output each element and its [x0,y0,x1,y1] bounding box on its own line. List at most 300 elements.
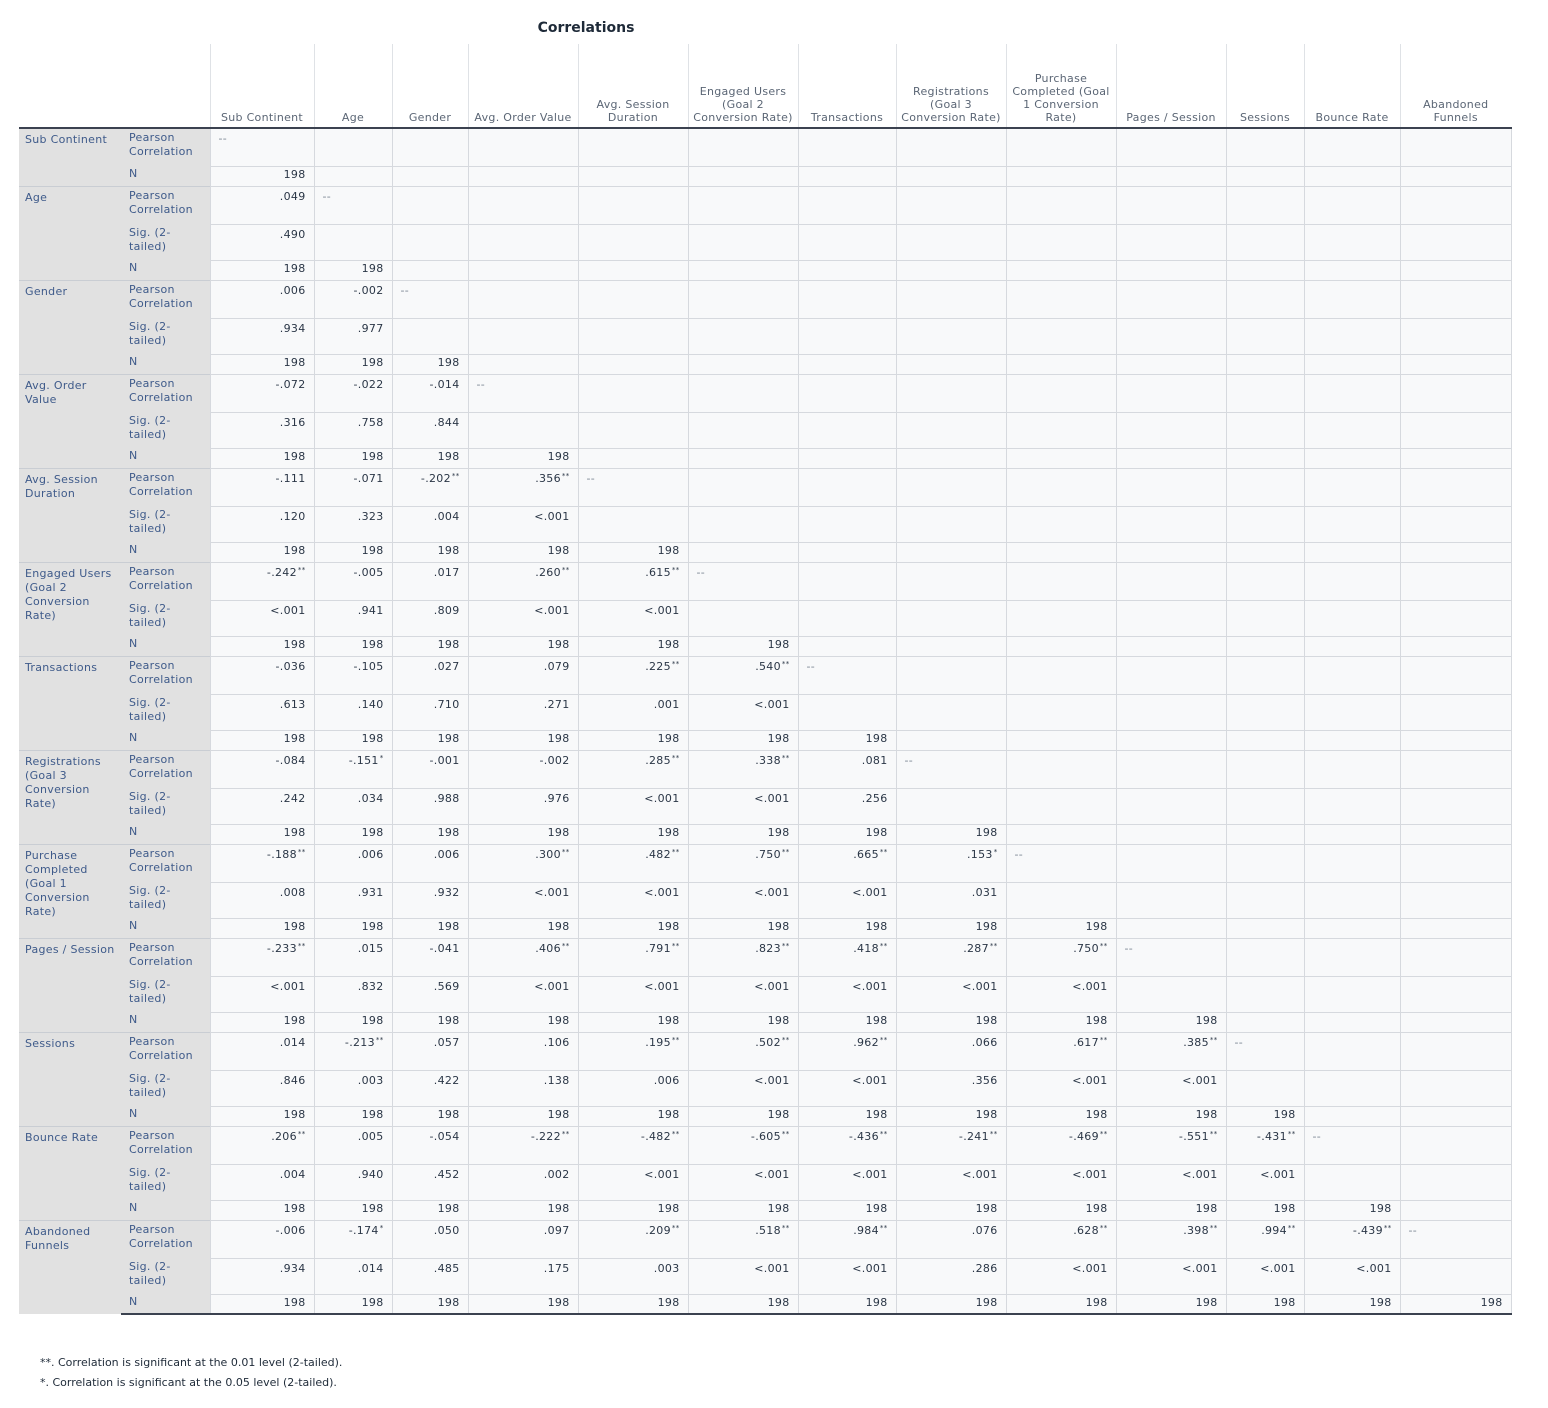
table-cell [1304,694,1400,730]
table-cell [1226,1012,1304,1032]
cell-value: .406** [535,941,570,955]
table-cell [468,1126,578,1164]
cell-value: <.001 [1072,1167,1108,1181]
table-cell [1006,1258,1116,1294]
table-cell [1226,882,1304,918]
cell-value: 198 [361,825,384,839]
table-cell [1116,1164,1226,1200]
row-variable-label: Sub Continent [19,128,121,186]
table-cell [1006,656,1116,694]
table-cell [578,656,688,694]
table-cell [314,694,392,730]
table-row [19,1012,1511,1032]
table-cell [314,1032,392,1070]
cell-value: -.036 [275,659,306,673]
table-cell [392,1070,468,1106]
table-cell [1226,318,1304,354]
cell-value: .665** [853,847,888,861]
table-cell [468,448,578,468]
table-cell [896,1070,1006,1106]
table-cell [1304,374,1400,412]
table-cell [210,882,314,918]
table-cell [1006,938,1116,976]
table-cell [210,636,314,656]
table-cell [896,1164,1006,1200]
cell-value: .006 [433,847,460,861]
cell-value: 198 [283,1201,306,1215]
table-cell [688,976,798,1012]
table-cell [392,882,468,918]
table-cell [468,506,578,542]
cell-value: -.605** [750,1129,790,1143]
table-cell [314,224,392,260]
cell-value: <.001 [852,979,888,993]
cell-value: .081 [861,753,888,767]
table-cell [896,882,1006,918]
cell-value: .490 [279,227,306,241]
stat-label: Pearson Correlation [121,1032,210,1070]
table-cell [1006,166,1116,186]
table-cell [1400,1220,1511,1258]
cell-value: -- [322,189,332,203]
table-cell [1116,918,1226,938]
table-cell [1226,1258,1304,1294]
table-cell [688,374,798,412]
table-cell [392,656,468,694]
significance-marker: * [379,1223,384,1232]
table-cell [468,918,578,938]
significance-marker: ** [1209,1035,1218,1044]
table-cell [1400,224,1511,260]
stat-label: Pearson Correlation [121,186,210,224]
table-cell [1304,1200,1400,1220]
cell-value: 198 [767,825,790,839]
significance-marker: ** [671,753,680,762]
table-cell [688,882,798,918]
cell-value: .750** [755,847,790,861]
table-row [19,542,1511,562]
cell-value: <.001 [1182,1167,1218,1181]
stat-label: Sig. (2-tailed) [121,788,210,824]
table-cell [578,374,688,412]
table-cell [798,1164,896,1200]
table-cell [896,1258,1006,1294]
cell-value: 198 [437,449,460,463]
table-cell [1400,166,1511,186]
table-cell [798,224,896,260]
table-cell [1304,562,1400,600]
cell-value: 198 [657,1107,680,1121]
table-cell [392,280,468,318]
table-cell [798,1012,896,1032]
table-cell [468,128,578,166]
significance-marker: ** [781,1129,790,1138]
table-row [19,730,1511,750]
table-cell [468,412,578,448]
table-row [19,412,1511,448]
table-cell [1400,1258,1511,1294]
table-cell [1400,1200,1511,1220]
cell-value: 198 [975,1107,998,1121]
table-cell [1006,506,1116,542]
table-cell [798,1032,896,1070]
table-cell [798,128,896,166]
significance-marker: ** [671,1223,680,1232]
table-cell [314,1200,392,1220]
table-cell [578,542,688,562]
table-cell [578,562,688,600]
significance-marker: ** [1287,1129,1296,1138]
table-cell [1304,280,1400,318]
table-cell [468,542,578,562]
footnotes [40,1353,342,1393]
cell-value: .120 [279,509,306,523]
table-cell [392,412,468,448]
cell-value: 198 [1195,1013,1218,1027]
cell-value: .153* [966,847,998,861]
cell-value: 198 [437,1107,460,1121]
table-cell [688,824,798,844]
table-cell [578,1012,688,1032]
significance-marker: ** [671,565,680,574]
column-header: Bounce Rate [1304,44,1400,128]
table-cell [1304,750,1400,788]
stat-label: N [121,542,210,562]
table-cell [392,1220,468,1258]
table-cell [1400,882,1511,918]
table-cell [1304,656,1400,694]
table-cell [896,354,1006,374]
cell-value: 198 [283,449,306,463]
cell-value: .710 [433,697,460,711]
table-cell [1116,1106,1226,1126]
table-cell [468,1164,578,1200]
cell-value: .482** [645,847,680,861]
table-cell [688,844,798,882]
cell-value: .001 [653,697,680,711]
table-cell [688,260,798,280]
table-cell [314,1258,392,1294]
table-cell [798,542,896,562]
significance-marker: ** [451,471,460,480]
table-cell [578,1220,688,1258]
table-cell [688,600,798,636]
table-cell [1400,562,1511,600]
table-cell [1304,730,1400,750]
cell-value: 198 [975,1013,998,1027]
cell-value: .260** [535,565,570,579]
table-cell [1226,730,1304,750]
table-row [19,844,1511,882]
significance-marker: ** [879,1223,888,1232]
significance-marker: ** [781,753,790,762]
row-variable-label: Avg. Session Duration [19,468,121,562]
table-cell [1226,694,1304,730]
table-row [19,1294,1511,1314]
cell-value: <.001 [852,1261,888,1275]
table-cell [392,1012,468,1032]
table-cell [798,938,896,976]
table-cell [688,918,798,938]
table-cell [1006,976,1116,1012]
table-cell [1226,186,1304,224]
stat-label: Pearson Correlation [121,128,210,166]
table-cell [314,882,392,918]
table-cell [1304,354,1400,374]
column-header: Purchase Completed (Goal 1 Conversion Rate) [1006,44,1116,128]
table-cell [210,1032,314,1070]
column-header: Avg. Session Duration [578,44,688,128]
cell-value: .485 [433,1261,460,1275]
cell-value: 198 [361,261,384,275]
table-cell [210,318,314,354]
cell-value: 198 [547,1107,570,1121]
table-cell [468,1012,578,1032]
table-cell [314,374,392,412]
significance-marker: ** [989,1129,998,1138]
table-row [19,506,1511,542]
table-cell [1304,412,1400,448]
cell-value: .079 [543,659,570,673]
table-cell [896,128,1006,166]
cell-value: <.001 [534,979,570,993]
cell-value: -.431** [1256,1129,1296,1143]
stat-label: Pearson Correlation [121,374,210,412]
cell-value: .106 [543,1035,570,1049]
cell-value: <.001 [1356,1261,1392,1275]
table-cell [1006,730,1116,750]
table-cell [1116,730,1226,750]
table-cell [314,128,392,166]
cell-value: .832 [357,979,384,993]
cell-value: .242 [279,791,306,805]
table-cell [1116,636,1226,656]
table-cell [314,600,392,636]
table-cell [1006,354,1116,374]
table-cell [210,694,314,730]
table-row [19,1126,1511,1164]
table-cell [392,938,468,976]
table-cell [578,1106,688,1126]
table-cell [1400,542,1511,562]
table-cell [210,186,314,224]
table-cell [896,542,1006,562]
table-cell [468,694,578,730]
cell-value: -.014 [429,377,460,391]
table-cell [1116,374,1226,412]
cell-value: .206** [271,1129,306,1143]
table-cell [314,562,392,600]
table-row [19,1070,1511,1106]
cell-value: 198 [1273,1295,1296,1309]
table-row [19,354,1511,374]
cell-value: 198 [657,1201,680,1215]
cell-value: .628** [1073,1223,1108,1237]
cell-value: -- [476,377,486,391]
table-cell [688,166,798,186]
table-cell [1006,844,1116,882]
table-cell [1226,1220,1304,1258]
table-cell [468,788,578,824]
table-cell [392,600,468,636]
table-cell [210,1220,314,1258]
table-cell [1006,1164,1116,1200]
cell-value: .066 [971,1035,998,1049]
table-cell [468,882,578,918]
table-cell [468,1070,578,1106]
cell-value: <.001 [962,1167,998,1181]
column-header: Abandoned Funnels [1400,44,1511,128]
table-cell [1116,468,1226,506]
table-cell [1226,976,1304,1012]
table-cell [1400,730,1511,750]
table-cell [798,448,896,468]
cell-value: .316 [279,415,306,429]
cell-value: -- [218,132,228,145]
cell-value: -- [1408,1223,1418,1237]
table-cell [578,412,688,448]
table-cell [1116,824,1226,844]
cell-value: .003 [653,1261,680,1275]
table-cell [1116,412,1226,448]
cell-value: <.001 [644,1167,680,1181]
table-cell [210,750,314,788]
stat-label: Sig. (2-tailed) [121,224,210,260]
table-cell [896,918,1006,938]
table-cell [688,318,798,354]
table-cell [314,636,392,656]
cell-value: .003 [357,1073,384,1087]
table-cell [1006,412,1116,448]
table-cell [392,542,468,562]
cell-value: .017 [433,565,460,579]
cell-value: .225** [645,659,680,673]
table-row [19,976,1511,1012]
cell-value: .617** [1073,1035,1108,1049]
table-cell [1006,918,1116,938]
stat-label: Sig. (2-tailed) [121,506,210,542]
table-cell [578,448,688,468]
stat-label: Sig. (2-tailed) [121,1164,210,1200]
cell-value: 198 [437,543,460,557]
significance-marker: ** [1287,1223,1296,1232]
cell-value: <.001 [754,885,790,899]
table-cell [1116,166,1226,186]
table-cell [1304,1070,1400,1106]
table-cell [688,542,798,562]
table-cell [1226,562,1304,600]
cell-value: -.072 [275,377,306,391]
significance-marker: ** [879,941,888,950]
cell-value: -.084 [275,753,306,767]
cell-value: 198 [361,1295,384,1309]
stat-label: N [121,918,210,938]
table-cell [1400,1106,1511,1126]
table-cell [1226,468,1304,506]
row-variable-label: Avg. Order Value [19,374,121,468]
table-cell [896,788,1006,824]
table-cell [468,938,578,976]
cell-value: 198 [1085,1107,1108,1121]
table-cell [896,280,1006,318]
stat-label: Sig. (2-tailed) [121,318,210,354]
table-cell [688,128,798,166]
cell-value: .758 [357,415,384,429]
cell-value: 198 [437,1295,460,1309]
table-cell [896,844,1006,882]
cell-value: -.213** [344,1035,384,1049]
table-cell [1006,882,1116,918]
stat-label: Sig. (2-tailed) [121,600,210,636]
cell-value: .006 [357,847,384,861]
cell-value: 198 [361,1201,384,1215]
table-cell [798,636,896,656]
table-cell [688,694,798,730]
cell-value: 198 [975,825,998,839]
cell-value: 198 [437,355,460,369]
cell-value: 198 [283,1295,306,1309]
stat-label: N [121,1294,210,1314]
table-cell [1006,694,1116,730]
cell-value: .931 [357,885,384,899]
table-cell [210,656,314,694]
table-cell [468,260,578,280]
table-cell [468,656,578,694]
cell-value: .338** [755,753,790,767]
table-cell [1006,600,1116,636]
table-cell [392,562,468,600]
table-cell [1116,1126,1226,1164]
column-header: Sub Continent [210,44,314,128]
cell-value: -- [1014,847,1024,861]
cell-value: 198 [283,355,306,369]
table-cell [1226,656,1304,694]
cell-value: -- [696,565,706,579]
table-cell [1400,1164,1511,1200]
table-cell [392,1200,468,1220]
cell-value: 198 [1085,1295,1108,1309]
cell-value: 198 [437,731,460,745]
table-cell [468,1294,578,1314]
table-cell [896,694,1006,730]
table-cell [1116,1032,1226,1070]
cell-value: 198 [767,1107,790,1121]
table-cell [1400,318,1511,354]
table-cell [314,844,392,882]
table-cell [210,1070,314,1106]
table-cell [1226,542,1304,562]
table-cell [688,1200,798,1220]
cell-value: 198 [657,637,680,651]
header-row [19,44,1511,128]
table-cell [1226,354,1304,374]
table-cell [1006,542,1116,562]
table-cell [896,260,1006,280]
table-cell [1304,166,1400,186]
table-cell [314,468,392,506]
table-cell [688,1220,798,1258]
table-cell [392,166,468,186]
table-row [19,636,1511,656]
table-cell [210,1294,314,1314]
table-cell [210,918,314,938]
table-cell [1006,318,1116,354]
table-cell [392,318,468,354]
table-cell [1304,1294,1400,1314]
table-cell [210,824,314,844]
significance-marker: * [379,753,384,762]
table-cell [578,844,688,882]
